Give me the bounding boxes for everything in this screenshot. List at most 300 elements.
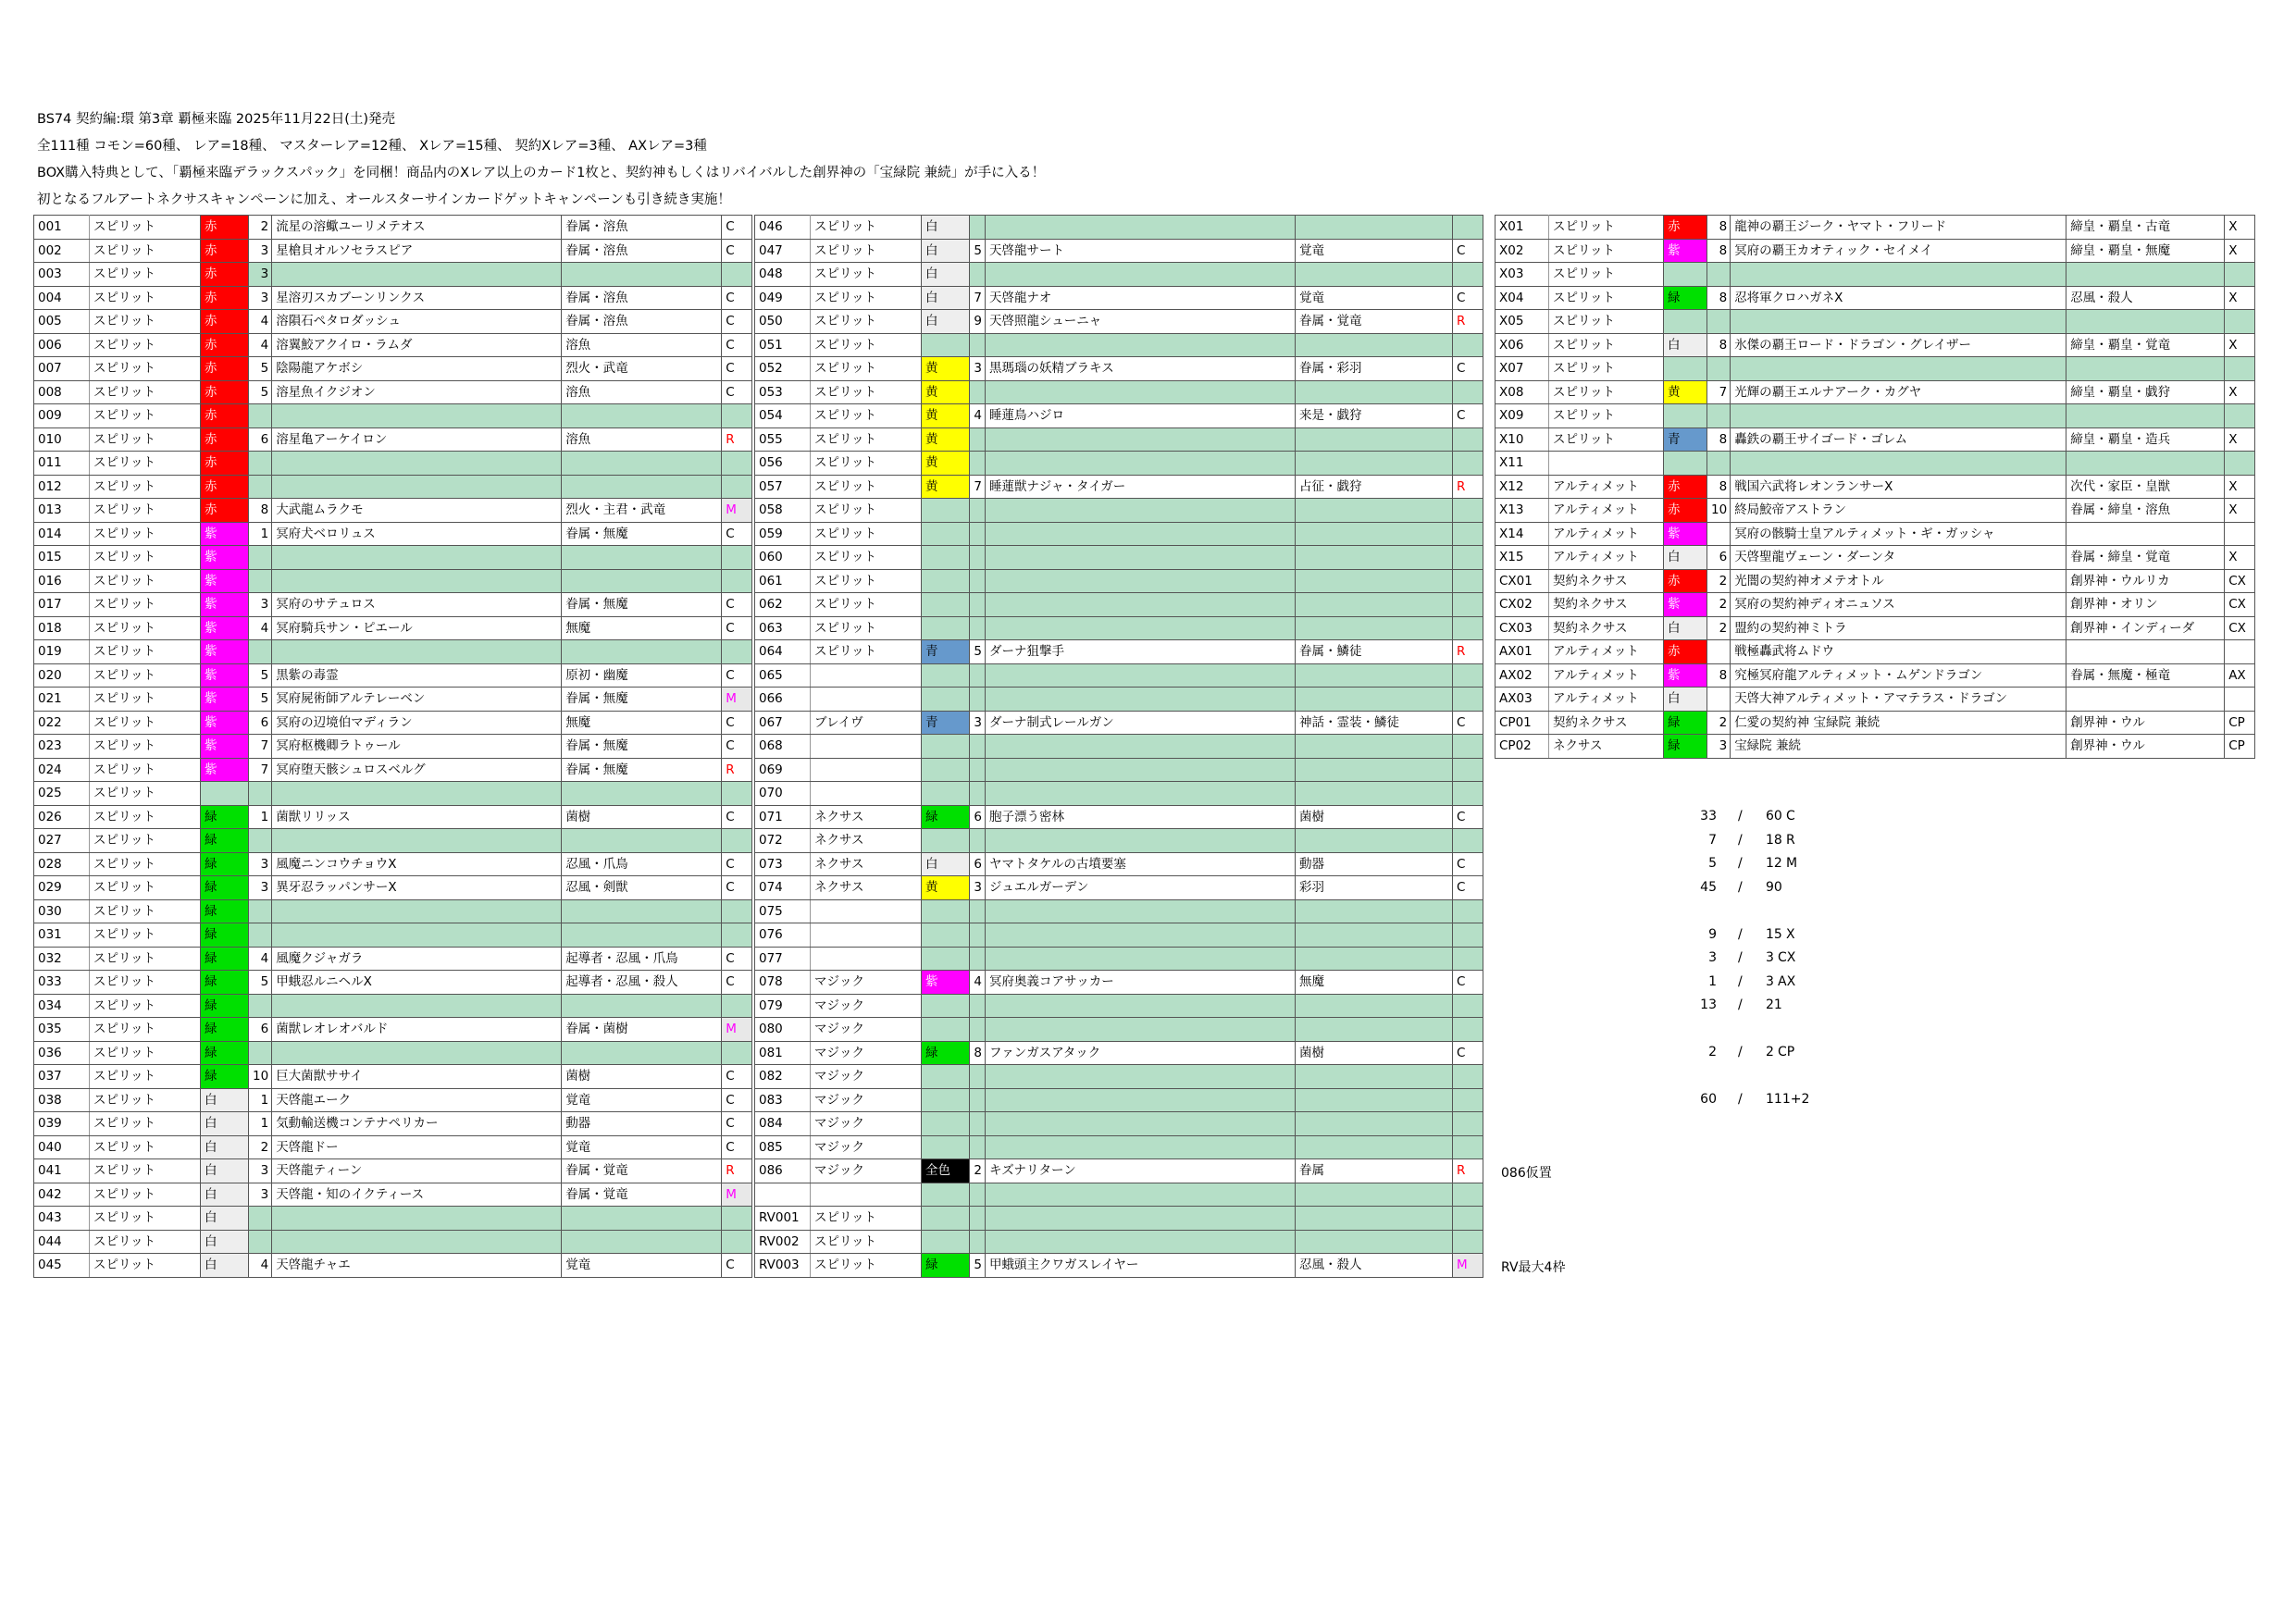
table-row [755,994,1483,1018]
card-family [562,546,722,570]
summary-count: 5 [1708,856,1717,871]
card-number: RV001 [755,1207,811,1231]
card-type: ネクサス [811,829,922,853]
table-row [1496,711,2255,735]
table-row [34,1041,752,1065]
card-number: 076 [755,923,811,948]
summary-count: 13 [1700,997,1717,1012]
card-number: RV002 [755,1230,811,1254]
card-number: 045 [34,1254,90,1278]
card-type: スピリット [90,380,201,404]
table-row [34,357,752,381]
card-number: 014 [34,522,90,546]
card-name: 陰陽龍アケボシ [272,357,562,381]
card-name: キズナリターン [986,1159,1296,1183]
table-row [34,310,752,334]
card-family [562,1230,722,1254]
card-family [1296,994,1453,1018]
card-rarity [722,1041,752,1065]
card-list-table-3 [1495,215,2255,759]
card-cost [249,546,272,570]
card-family [1296,782,1453,806]
card-number: 017 [34,593,90,617]
card-type: アルティメット [1549,546,1664,570]
card-rarity: C [1453,971,1483,995]
card-rarity [2225,357,2255,381]
card-type: アルティメット [1549,522,1664,546]
table-row [755,522,1483,546]
card-name: 盟約の契約神ミトラ [1731,616,2066,640]
card-number: 018 [34,616,90,640]
card-number: 039 [34,1112,90,1136]
card-family [1296,522,1453,546]
card-color: 緑 [1664,735,1707,759]
card-type: スピリット [90,333,201,357]
card-name: ヤマトタケルの古墳要塞 [986,852,1296,876]
card-name: 風魔ニンコウチョウX [272,852,562,876]
card-number: 065 [755,663,811,688]
table-row [34,923,752,948]
card-family: 眷属・締皇・覚竜 [2066,546,2225,570]
card-number: 061 [755,569,811,593]
card-number: 062 [755,593,811,617]
card-type: スピリット [90,310,201,334]
card-name: 冥府のサテュロス [272,593,562,617]
card-family [2066,357,2225,381]
card-cost: 7 [249,758,272,782]
card-number: X02 [1496,239,1549,263]
card-family: 創界神・インディーダ [2066,616,2225,640]
card-type: スピリット [811,1230,922,1254]
card-type: スピリット [90,286,201,310]
card-color [922,616,970,640]
card-rarity: C [722,616,752,640]
table-row [1496,263,2255,287]
card-cost: 2 [1707,569,1731,593]
card-cost: 2 [1707,711,1731,735]
card-family: 締皇・覇皇・覚竜 [2066,333,2225,357]
card-rarity [722,923,752,948]
card-name [986,1135,1296,1159]
card-family: 彩羽 [1296,876,1453,900]
card-type: スピリット [811,216,922,240]
card-color: 緑 [201,923,249,948]
card-number: 009 [34,404,90,428]
card-color: 緑 [1664,711,1707,735]
table-row [755,1112,1483,1136]
card-rarity [1453,263,1483,287]
card-rarity [1453,899,1483,923]
card-name [272,1207,562,1231]
card-rarity [722,404,752,428]
card-color: 白 [201,1135,249,1159]
card-color: 紫 [201,735,249,759]
card-color: 白 [922,263,970,287]
table-row [755,1183,1483,1207]
card-color: 緑 [201,829,249,853]
card-name: 甲蛾忍ルニヘルX [272,971,562,995]
card-name [272,899,562,923]
card-rarity [1453,1230,1483,1254]
card-cost: 3 [249,593,272,617]
card-rarity [2225,404,2255,428]
card-type: スピリット [90,404,201,428]
card-color: 紫 [1664,593,1707,617]
card-family: 眷属・鱗徒 [1296,640,1453,664]
card-cost: 6 [249,1018,272,1042]
card-type: スピリット [90,1183,201,1207]
card-number: 040 [34,1135,90,1159]
card-name [986,569,1296,593]
card-number: 060 [755,546,811,570]
card-rarity: C [722,522,752,546]
table-row [34,852,752,876]
card-name [272,475,562,499]
table-row [34,640,752,664]
card-rarity: C [1453,876,1483,900]
card-rarity [2225,310,2255,334]
card-color: 白 [1664,616,1707,640]
card-family [1296,546,1453,570]
card-rarity: C [722,593,752,617]
table-row [755,1065,1483,1089]
card-type: スピリット [90,1041,201,1065]
card-color: 白 [201,1254,249,1278]
table-row [1496,688,2255,712]
card-cost [970,569,986,593]
card-cost [1707,404,1731,428]
card-number: 082 [755,1065,811,1089]
table-row [34,1254,752,1278]
card-number: 048 [755,263,811,287]
card-name: 天啓龍ティーン [272,1159,562,1183]
table-row [34,333,752,357]
card-number: 069 [755,758,811,782]
card-type: スピリット [90,758,201,782]
card-color: 紫 [201,711,249,735]
card-color: 白 [201,1207,249,1231]
card-number: 063 [755,616,811,640]
card-type: スピリット [1549,404,1664,428]
card-rarity [722,569,752,593]
card-name: 冥府騎兵サン・ピエール [272,616,562,640]
card-number: 035 [34,1018,90,1042]
summary-rarity: C [1786,809,1795,824]
card-number: 084 [755,1112,811,1136]
card-family [1296,452,1453,476]
card-name [986,1018,1296,1042]
card-family [1296,1183,1453,1207]
card-family [2066,404,2225,428]
card-type: スピリット [90,593,201,617]
card-type: スピリット [811,593,922,617]
card-type: スピリット [90,876,201,900]
card-rarity: C [1453,852,1483,876]
card-family [1296,616,1453,640]
card-name: 冥府の骸騎士皇アルティメット・ギ・ガッシャ [1731,522,2066,546]
card-cost: 10 [249,1065,272,1089]
table-row [755,852,1483,876]
table-row [755,782,1483,806]
card-cost [970,1088,986,1112]
card-name: 天啓聖龍ヴェーン・ダーンタ [1731,546,2066,570]
summary-separator: / [1738,997,1743,1012]
summary-separator: / [1738,856,1743,871]
card-rarity: C [722,333,752,357]
card-number: 008 [34,380,90,404]
card-cost [1707,357,1731,381]
card-number: 012 [34,475,90,499]
card-number: 007 [34,357,90,381]
card-type: スピリット [811,546,922,570]
card-color: 白 [1664,688,1707,712]
card-type: アルティメット [1549,663,1664,688]
card-color: 紫 [201,546,249,570]
card-type: ネクサス [811,876,922,900]
card-rarity [1453,616,1483,640]
card-family: 覚竜 [562,1254,722,1278]
card-rarity [722,546,752,570]
card-color: 白 [201,1183,249,1207]
card-cost [970,688,986,712]
card-number: 079 [755,994,811,1018]
card-number: 038 [34,1088,90,1112]
card-family [562,569,722,593]
card-list-table-2 [754,215,1483,1278]
card-color: 黄 [922,475,970,499]
table-row [34,1018,752,1042]
table-row [755,569,1483,593]
card-color: 赤 [1664,569,1707,593]
card-cost [970,1018,986,1042]
card-number: CP02 [1496,735,1549,759]
card-name: 終局鮫帝アストラン [1731,499,2066,523]
card-family: 眷属 [1296,1159,1453,1183]
card-family [2066,522,2225,546]
card-cost: 5 [970,1254,986,1278]
card-type: ブレイヴ [811,711,922,735]
card-type: アルティメット [1549,475,1664,499]
table-row [1496,499,2255,523]
card-type: スピリット [90,499,201,523]
card-family: 眷属・無魔 [562,758,722,782]
table-row [1496,569,2255,593]
card-rarity: C [722,947,752,971]
card-color [922,1207,970,1231]
card-color: 緑 [922,1041,970,1065]
table-row [34,239,752,263]
card-number: X06 [1496,333,1549,357]
card-color: 紫 [1664,663,1707,688]
card-name: 光輝の覇王エルナアーク・カグヤ [1731,380,2066,404]
card-family: 眷属・溶魚 [562,239,722,263]
card-family [1296,735,1453,759]
card-cost: 4 [249,1254,272,1278]
card-name: 菌獣リリッス [272,805,562,829]
card-cost: 8 [249,499,272,523]
note-086: 086仮置 [1501,1166,1552,1181]
card-color: 赤 [201,357,249,381]
card-cost [970,735,986,759]
card-family: 動器 [1296,852,1453,876]
card-color [922,1065,970,1089]
table-row [755,239,1483,263]
card-family [1296,829,1453,853]
table-row [1496,593,2255,617]
card-cost: 6 [249,427,272,452]
card-number: 046 [755,216,811,240]
card-family [1296,1065,1453,1089]
card-cost [249,1041,272,1065]
card-cost: 4 [970,971,986,995]
summary-separator: / [1738,973,1743,989]
table-row [1496,310,2255,334]
card-number: 055 [755,427,811,452]
card-name [986,333,1296,357]
card-number: 050 [755,310,811,334]
card-name: 星溶刃スカブーンリンクス [272,286,562,310]
card-type: スピリット [90,427,201,452]
card-cost [970,1183,986,1207]
card-family: 眷属・無魔 [562,688,722,712]
card-cost: 2 [1707,616,1731,640]
card-family: 溶魚 [562,333,722,357]
card-family [2066,310,2225,334]
table-row [755,593,1483,617]
card-family: 創界神・ウル [2066,711,2225,735]
card-type: スピリット [90,782,201,806]
card-cost: 5 [970,640,986,664]
card-cost: 1 [249,805,272,829]
table-row [755,1159,1483,1183]
table-row [755,829,1483,853]
box-bonus-text: BOX購入特典として、「覇極来臨デラックスパック」を同梱！商品内のXレア以上のカード1枚と、契約神もしくはリバイバルした創界神の「宝緑院 兼続」が手に入る！ [37,166,1046,180]
card-family [1296,333,1453,357]
card-name [986,546,1296,570]
card-type: スピリット [90,546,201,570]
card-type: スピリット [90,1088,201,1112]
card-name: 天啓龍ナオ [986,286,1296,310]
card-name: ファンガスアタック [986,1041,1296,1065]
card-type: スピリット [1549,357,1664,381]
card-name [986,499,1296,523]
card-color: 黄 [922,427,970,452]
card-number: X01 [1496,216,1549,240]
card-rarity [1453,663,1483,688]
card-rarity: C [722,1088,752,1112]
card-name [986,1088,1296,1112]
table-row [34,569,752,593]
card-rarity: R [1453,640,1483,664]
table-row [1496,546,2255,570]
card-cost: 8 [1707,663,1731,688]
card-family [562,782,722,806]
card-number: 032 [34,947,90,971]
card-color: 緑 [201,947,249,971]
card-name: 冥府犬ベロリュス [272,522,562,546]
card-family [1296,1112,1453,1136]
card-family [562,452,722,476]
card-number: 056 [755,452,811,476]
card-cost [970,546,986,570]
table-row [34,452,752,476]
card-name: 宝緑院 兼続 [1731,735,2066,759]
card-color: 白 [922,239,970,263]
card-name: 溶星亀アーケイロン [272,427,562,452]
card-rarity: C [1453,239,1483,263]
card-number: X11 [1496,452,1549,476]
card-color: 白 [922,310,970,334]
card-rarity [1453,333,1483,357]
card-number: 036 [34,1041,90,1065]
card-type: ネクサス [811,852,922,876]
card-family [1296,1207,1453,1231]
card-number: 020 [34,663,90,688]
card-family [1296,499,1453,523]
card-rarity [1453,569,1483,593]
card-rarity [722,452,752,476]
card-family [1296,758,1453,782]
table-row [755,1041,1483,1065]
card-type [811,758,922,782]
card-family [2066,640,2225,664]
card-type: ネクサス [811,805,922,829]
card-family [562,994,722,1018]
card-type: スピリット [1549,263,1664,287]
card-number: X09 [1496,404,1549,428]
card-number: 034 [34,994,90,1018]
card-color: 白 [201,1112,249,1136]
card-cost: 2 [249,216,272,240]
card-number: 037 [34,1065,90,1089]
card-color: 赤 [1664,640,1707,664]
card-rarity [2225,688,2255,712]
table-row [34,475,752,499]
card-cost [1707,263,1731,287]
card-type: スピリット [90,1207,201,1231]
table-row [755,1207,1483,1231]
card-type: マジック [811,994,922,1018]
card-rarity [1453,758,1483,782]
card-type: マジック [811,1112,922,1136]
card-number: X14 [1496,522,1549,546]
table-row [755,899,1483,923]
card-name [986,427,1296,452]
card-type: スピリット [90,640,201,664]
card-cost: 5 [249,688,272,712]
card-cost [970,1112,986,1136]
card-rarity: X [2225,216,2255,240]
card-color: 黄 [922,380,970,404]
card-color [1664,310,1707,334]
summary-total: 18 [1766,832,1782,848]
card-color: 紫 [201,758,249,782]
card-type [811,663,922,688]
card-type: スピリット [90,711,201,735]
card-family: 締皇・覇皇・戯狩 [2066,380,2225,404]
card-cost [1707,640,1731,664]
card-name: 黒紫の毒霊 [272,663,562,688]
card-color [922,994,970,1018]
card-number: 005 [34,310,90,334]
card-rarity [1453,1065,1483,1089]
card-number: X03 [1496,263,1549,287]
card-family [562,829,722,853]
card-type: マジック [811,1088,922,1112]
card-number: 075 [755,899,811,923]
table-row [755,923,1483,948]
card-cost: 2 [970,1159,986,1183]
